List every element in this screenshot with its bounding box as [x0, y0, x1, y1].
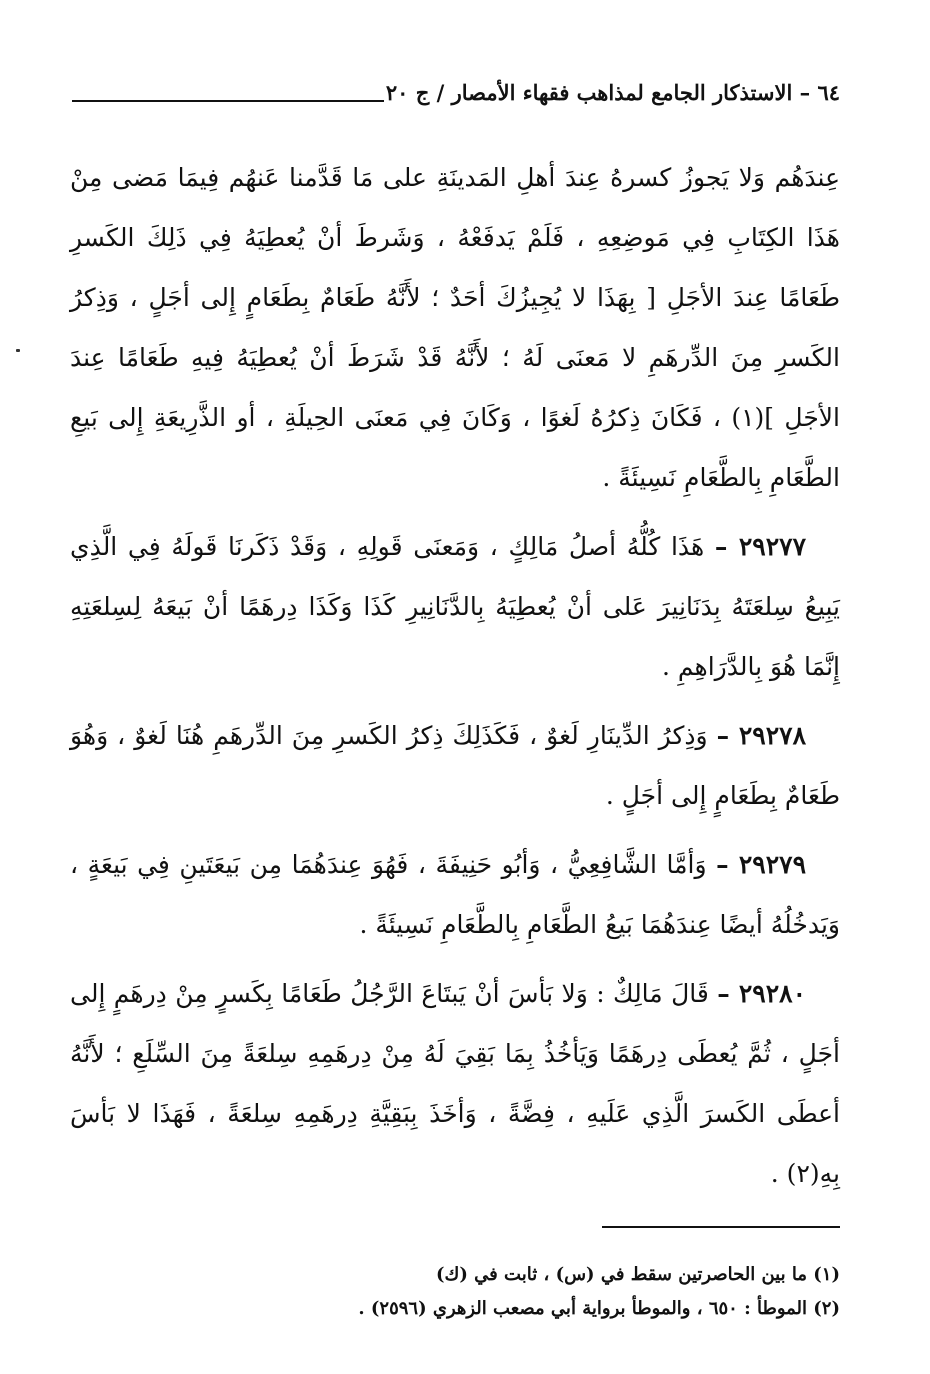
paragraph-number: ٢٩٢٧٩ –: [716, 850, 806, 879]
footnote-rule: [602, 1226, 840, 1228]
margin-mark: [16, 349, 20, 352]
footnote-2: (٢) الموطأ : ٦٥٠ ، والموطأ برواية أبي مصعب الزهري (٢٥٩٦) .: [358, 1298, 840, 1319]
paragraph-29279: [70, 835, 840, 955]
paragraph-29278: [70, 706, 840, 826]
paragraph-text: عِندَهُم وَلا يَجوزُ كسرهُ عِندَ أهلِ المَدينَةِ على مَا قَدَّمنا عَنهُم فِيمَا مَضى مِنْ هَذَا الكِتَابِ فِي مَوضِعِهِ ، فَلَمْ يَدفَعْهُ ، وَشَرطَ أنْ يُعطِيَهُ فِي ذَلِكَ الكَسرِ طَعَامًا عِندَ الأجَلِ [ بِهَذَا لا يُجِيزُكَ أحَدٌ ؛ لأَنَّهُ طَعَامٌ بِطَعَامٍ إِلى أجَلٍ ، وَذِكرُ الكَسرِ مِنَ الدِّرهَمِ لا مَعنَى لَهُ ؛ لأَنَّهُ قَدْ شَرَطَ أنْ يُعطِيَهُ فِيهِ طَعَامًا عِندَ الأجَلِ ](١) ، فَكَانَ ذِكرُهُ لَغوًا ، وَكَانَ فِي مَعنَى الحِيلَةِ ، أو الذَّرِيعَةِ إِلى بَيعِ الطَّعَامِ بِالطَّعَامِ نَسِيئَةً .: [70, 163, 840, 492]
paragraph-29277: [70, 517, 840, 697]
paragraph-number: ٢٩٢٧٧ –: [714, 532, 806, 561]
paragraph-number: ٢٩٢٨٠ –: [717, 979, 806, 1008]
paragraph-continuation: [70, 148, 840, 508]
page-header: [70, 80, 840, 120]
running-header-title: ٦٤ – الاستذكار الجامع لمذاهب فقهاء الأمصار / ج ٢٠: [385, 80, 840, 105]
paragraph-text: هَذَا كُلُّهُ أصلُ مَالِكٍ ، وَمَعنَى قَولِهِ ، وَقَدْ ذَكَرنَا قَولَهُ فِي الَّذِي يَبِيعُ سِلعَتَهُ بِدَنَانِيرَ عَلى أنْ يُعطِيَهُ بِالدَّنَانِيرِ كَذَا وَكَذَا دِرهَمًا أنْ بَيعَهُ لِسِلعَتِهِ إِنَّمَا هُوَ بِالدَّرَاهِمِ .: [70, 532, 840, 681]
main-text: [70, 148, 840, 1213]
paragraph-29280: [70, 964, 840, 1204]
paragraph-text: وَأمَّا الشَّافِعِيُّ ، وَأبُو حَنِيفَةَ ، فَهُوَ عِندَهُمَا مِن بَيعَتَينِ فِي بَيعَةٍ ، وَيَدخُلُهُ أيضًا عِندَهُمَا بَيعُ الطَّعَامِ بِالطَّعَامِ نَسِيئَةً .: [70, 850, 840, 939]
header-rule: [72, 100, 384, 102]
footnote-1: (١) ما بين الحاصرتين سقط في (س) ، ثابت في (ك): [436, 1264, 840, 1285]
paragraph-text: وَذِكرُ الدِّينَارِ لَغوٌ ، فَكَذَلِكَ ذِكرُ الكَسرِ مِنَ الدِّرهَمِ هُنَا لَغوٌ ، وَهُوَ طَعَامٌ بِطَعَامٍ إِلى أجَلٍ .: [70, 721, 840, 810]
paragraph-text: قَالَ مَالِكٌ : وَلا بَأسَ أنْ يَبتَاعَ الرَّجُلُ طَعَامًا بِكَسرٍ مِنْ دِرهَمٍ إِلى أجَلٍ ، ثُمَّ يُعطَى دِرهَمًا وَيَأخُذُ بِمَا بَقِيَ لَهُ مِنْ دِرهَمِهِ سِلعَةً مِنَ السِّلَعِ ؛ لأَنَّهُ أعطَى الكَسرَ الَّذِي عَلَيهِ ، فِضَّةً ، وَأخَذَ بِبَقِيَّةِ دِرهَمِهِ سِلعَةً ، فَهَذَا لا بَأسَ بِهِ(٢) .: [70, 979, 840, 1188]
footnotes: [70, 1258, 840, 1326]
paragraph-number: ٢٩٢٧٨ –: [716, 721, 806, 750]
